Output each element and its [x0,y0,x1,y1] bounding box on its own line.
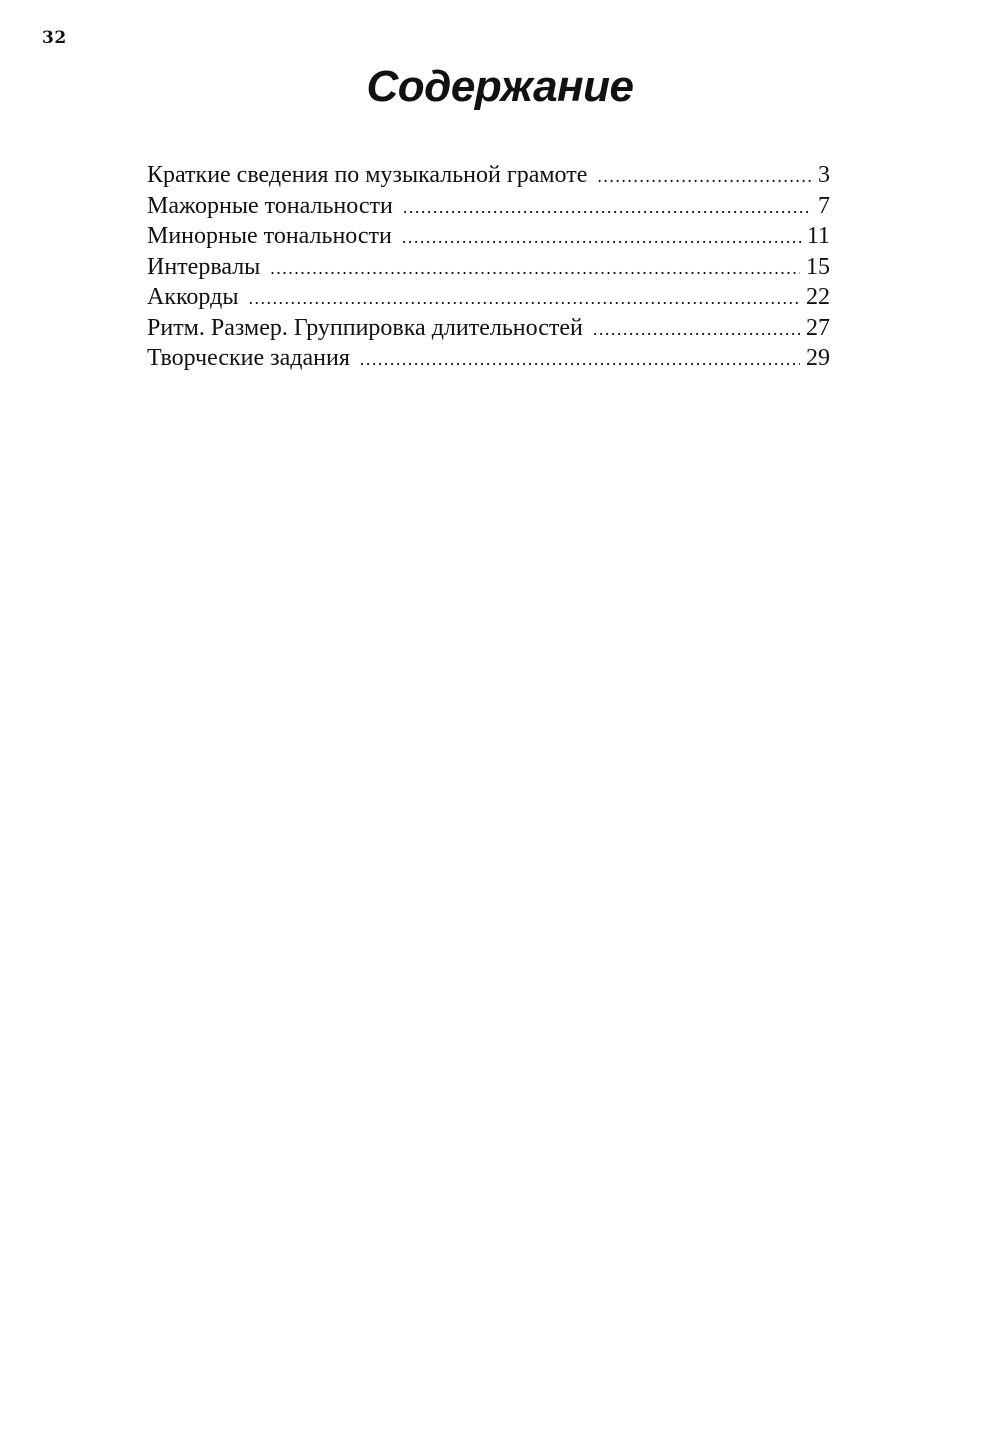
toc-entry-page: 29 [806,345,830,371]
page-number: 32 [42,28,67,48]
toc-entry-page: 7 [818,192,830,219]
page-title: Содержание [366,62,634,111]
toc-entry-title: Мажорные тональности [147,192,393,219]
toc-entry-title: Интервалы [147,253,261,280]
toc-entry-page: 3 [818,162,830,188]
toc-entry-page: 22 [806,284,830,310]
dot-leader [403,192,812,222]
dot-leader [402,222,801,252]
toc-entry-title: Минорные тональности [147,223,392,249]
dot-leader [270,253,800,283]
toc-entry-page: 11 [806,223,830,249]
dot-leader [248,283,800,313]
toc-entry-title: Ритм. Размер. Группировка длительностей [147,314,583,341]
toc-entry[interactable] [147,313,830,344]
toc-entry-page: 15 [806,253,830,280]
toc-entry[interactable] [147,252,830,283]
toc-entry[interactable] [147,343,830,374]
toc-entry-title: Творческие задания [147,345,350,371]
toc-entry[interactable] [147,221,830,252]
toc-entry-page: 27 [806,314,830,341]
dot-leader [597,161,812,191]
toc-entry[interactable] [147,191,830,222]
toc-entry-title: Краткие сведения по музыкальной грамоте [147,162,588,188]
dot-leader [360,344,800,374]
table-of-contents [147,160,830,374]
toc-entry[interactable] [147,282,830,313]
dot-leader [593,314,800,344]
toc-entry[interactable] [147,160,830,191]
toc-entry-title: Аккорды [147,284,239,310]
